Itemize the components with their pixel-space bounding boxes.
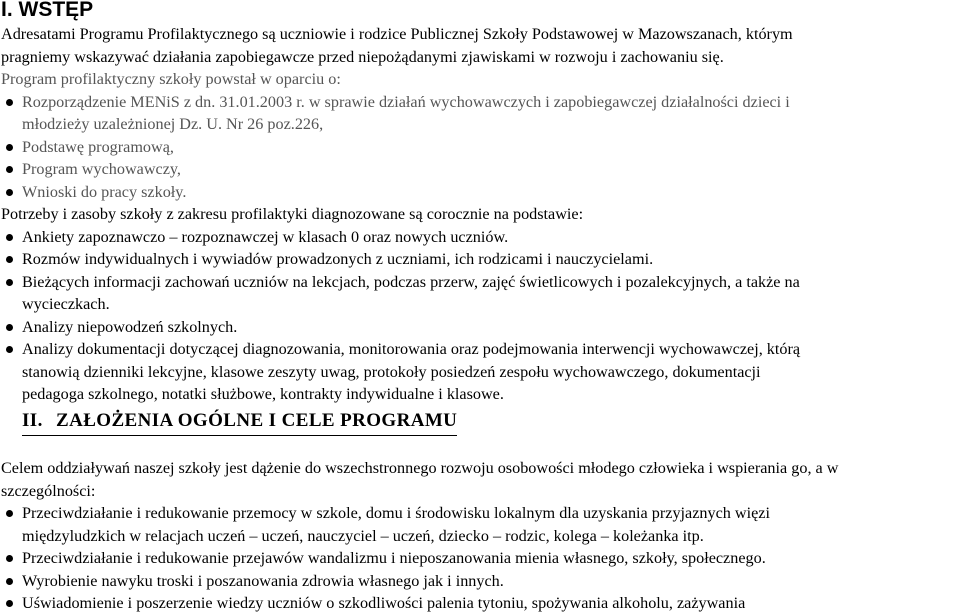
section-2-body	[0, 457, 960, 615]
list-item: Podstawę programową,	[0, 136, 960, 159]
bullet-icon	[6, 578, 13, 585]
bullet-icon	[6, 600, 13, 607]
bullet-icon	[6, 189, 13, 196]
section-1-body	[0, 23, 960, 406]
bases-list	[0, 91, 960, 204]
section-1-heading: I. WSTĘP	[1, 0, 94, 21]
goals-list	[0, 502, 960, 615]
bullet-icon	[6, 346, 13, 353]
section-2-heading	[22, 410, 457, 432]
bullet-icon	[6, 510, 13, 517]
based-on-text: Program profilaktyczny szkoły powstał w oparciu o:	[1, 70, 341, 88]
list-item: Wyrobienie nawyku troski i poszanowania zdrowia własnego jak i innych.	[0, 570, 960, 593]
intro-line: pragniemy wskazywać działania zapobiegawcze przed niepożądanymi zjawiskami w rozwoju i zachowaniu się.	[1, 47, 724, 66]
section-2-number: II.	[22, 410, 43, 431]
section-2-title: ZAŁOŻENIA OGÓLNE I CELE PROGRAMU	[56, 410, 458, 431]
bullet-icon	[6, 99, 13, 106]
list-item: Ankiety zapoznawczo – rozpoznawczej w klasach 0 oraz nowych uczniów.	[0, 226, 960, 249]
list-item: Analizy dokumentacji dotyczącej diagnozowania, monitorowania oraz podejmowania interwencji wychowawczej, którą stanowią dzienniki lekcyjne, klasowe zeszyty uwag, protokoły posiedzeń zespołu wychowawczego, dokumentacji pedagoga szkolnego, notatki służbowe, kontrakty indywidualne i klasowe.	[0, 338, 960, 406]
needs-list	[0, 226, 960, 406]
section-2-intro: Celem oddziaływań naszej szkoły jest dążenie do wszechstronnego rozwoju osobowości młodego człowieka i wspierania go, a w szczególności:	[1, 459, 839, 500]
list-item: Rozporządzenie MENiS z dn. 31.01.2003 r. w sprawie działań wychowawczych i zapobiegawczej działalności dzieci i młodzieży uzależnionej Dz. U. Nr 26 poz.226,	[0, 91, 960, 136]
list-item: Przeciwdziałanie i redukowanie przemocy w szkole, domu i środowisku lokalnym dla uzyskania przyjaznych więzi międzyludzkich w relacjach uczeń – uczeń, nauczyciel – uczeń, dziecko – rodzic, kolega – koleżanka itp.	[0, 502, 960, 547]
bullet-icon	[6, 144, 13, 151]
list-item: Rozmów indywidualnych i wywiadów prowadzonych z uczniami, ich rodzicami i nauczycielami.	[0, 248, 960, 271]
bullet-icon	[6, 324, 13, 331]
bullet-icon	[6, 166, 13, 173]
list-item: Wnioski do pracy szkoły.	[0, 181, 960, 204]
bullet-icon	[6, 279, 13, 286]
list-item: Program wychowawczy,	[0, 158, 960, 181]
bullet-icon	[6, 555, 13, 562]
needs-intro: Potrzeby i zasoby szkoły z zakresu profilaktyki diagnozowane są corocznie na podstawie:	[1, 205, 584, 223]
bullet-icon	[6, 256, 13, 263]
bullet-icon	[6, 234, 13, 241]
list-item: Uświadomienie i poszerzenie wiedzy uczniów o szkodliwości palenia tytoniu, spożywania alkoholu, zażywania	[0, 592, 960, 615]
intro-paragraph	[0, 23, 960, 91]
intro-line: Adresatami Programu Profilaktycznego są uczniowie i rodzice Publicznej Szkoły Podstawowej w Mazowszanach, którym	[1, 25, 793, 43]
list-item: Analizy niepowodzeń szkolnych.	[0, 316, 960, 339]
list-item: Przeciwdziałanie i redukowanie przejawów wandalizmu i nieposzanowania mienia własnego, szkoły, społecznego.	[0, 547, 960, 570]
heading-underline	[22, 435, 457, 436]
list-item: Bieżących informacji zachowań uczniów na lekcjach, podczas przerw, zajęć świetlicowych i pozalekcyjnych, a także na wycieczkach.	[0, 271, 960, 316]
